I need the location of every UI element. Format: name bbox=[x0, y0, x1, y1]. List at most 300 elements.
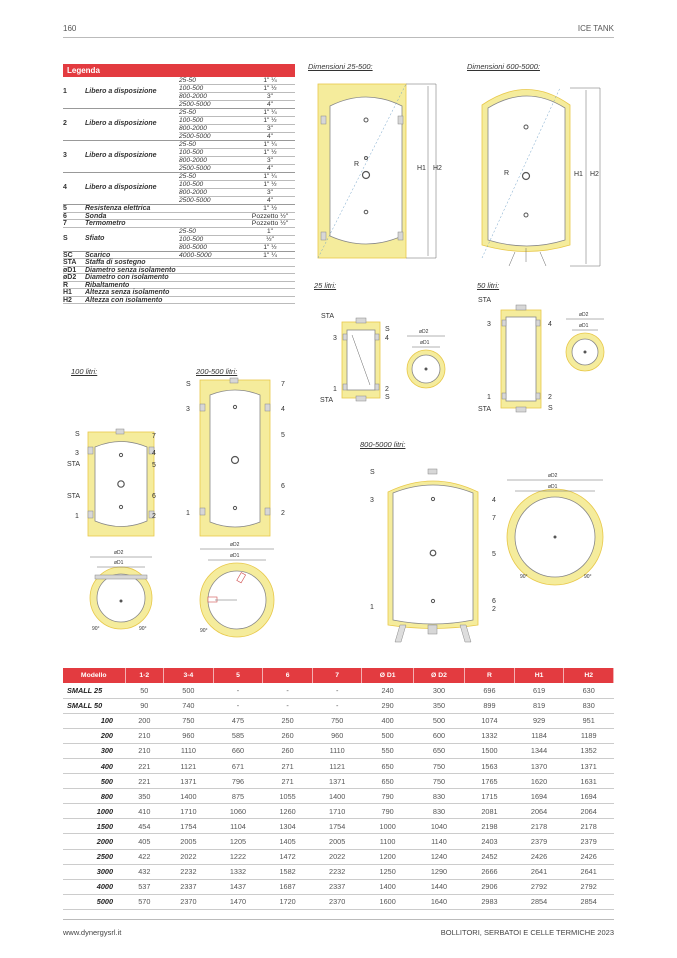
label-s-800: S bbox=[370, 469, 375, 476]
table-cell: 2005 bbox=[312, 834, 362, 849]
table-cell: 1121 bbox=[164, 758, 214, 773]
label-deg-100b: 90° bbox=[139, 626, 147, 632]
table-cell: 951 bbox=[564, 713, 614, 728]
table-cell: 960 bbox=[312, 728, 362, 743]
table-cell: 1189 bbox=[564, 728, 614, 743]
legend-desc: Libero a disposizione bbox=[85, 184, 157, 191]
table-cell: - bbox=[213, 698, 263, 713]
label-7-800: 7 bbox=[492, 515, 496, 522]
table-cell: 1332 bbox=[213, 864, 263, 879]
legend-range: 2500-5000 bbox=[179, 197, 211, 204]
legend-code: H2 bbox=[63, 296, 72, 304]
legend-range: 2500-5000 bbox=[179, 101, 211, 108]
table-cell: 300 bbox=[413, 683, 464, 698]
legend-code: 2 bbox=[63, 120, 67, 127]
label-50-litri: 50 litri: bbox=[477, 281, 500, 290]
table-cell: 1472 bbox=[263, 849, 313, 864]
table-cell: 2641 bbox=[564, 864, 614, 879]
label-d1-800: øD1 bbox=[548, 484, 558, 490]
legend-dim: 1" ½ bbox=[263, 181, 277, 188]
model-cell: 2000 bbox=[63, 834, 125, 849]
label-5-800: 5 bbox=[492, 551, 496, 558]
legend-code: 1 bbox=[63, 88, 67, 95]
label-200-500-litri: 200-500 litri: bbox=[196, 367, 238, 376]
label-2-800: 2 bbox=[492, 606, 496, 613]
table-cell: 2452 bbox=[465, 849, 515, 864]
model-cell: 800 bbox=[63, 789, 125, 804]
table-header-cell: H2 bbox=[564, 668, 614, 683]
label-h1-2: H1 bbox=[574, 171, 583, 178]
label-d1-25: øD1 bbox=[420, 340, 430, 346]
table-cell: - bbox=[213, 683, 263, 698]
legend-title: Legenda bbox=[63, 64, 295, 77]
drawing-dim-25-500 bbox=[318, 84, 442, 258]
table-cell: 790 bbox=[362, 789, 413, 804]
table-cell: 1620 bbox=[514, 774, 564, 789]
label-1-800: 1 bbox=[370, 604, 374, 611]
drawing-800-5000-litri bbox=[370, 469, 603, 642]
table-cell: 740 bbox=[164, 698, 214, 713]
drawing-dim-600-5000 bbox=[482, 88, 600, 266]
legend-code: STA bbox=[63, 259, 77, 266]
table-cell: 1710 bbox=[164, 804, 214, 819]
table-cell: 600 bbox=[413, 728, 464, 743]
table-cell: 432 bbox=[125, 864, 164, 879]
legend-range: 800-5000 bbox=[179, 243, 207, 251]
table-cell: 90 bbox=[125, 698, 164, 713]
table-cell: 1405 bbox=[263, 834, 313, 849]
label-h2: H2 bbox=[433, 165, 442, 172]
legend-desc: Diametro con isolamento bbox=[85, 274, 169, 281]
table-cell: 2022 bbox=[164, 849, 214, 864]
label-3-200: 3 bbox=[186, 406, 190, 413]
table-cell: 290 bbox=[362, 698, 413, 713]
model-cell: SMALL 50 bbox=[63, 698, 125, 713]
legend-dim: 3" bbox=[266, 93, 273, 100]
drawing-100-litri bbox=[67, 429, 156, 632]
model-cell: 200 bbox=[63, 728, 125, 743]
table-cell: 2854 bbox=[514, 894, 564, 909]
table-cell: 1344 bbox=[514, 743, 564, 758]
table-cell: - bbox=[312, 698, 362, 713]
legend-desc: Diametro senza isolamento bbox=[85, 266, 176, 274]
legend-range: 100-500 bbox=[179, 117, 204, 124]
label-4-800: 4 bbox=[492, 497, 496, 504]
table-cell: 210 bbox=[125, 743, 164, 758]
legend-code: øD1 bbox=[63, 266, 77, 274]
label-2-50: 2 bbox=[548, 394, 552, 401]
table-cell: 1040 bbox=[413, 819, 464, 834]
label-d1-100: øD1 bbox=[114, 560, 124, 566]
table-cell: 2370 bbox=[312, 894, 362, 909]
legend-dim: Pozzetto ½" bbox=[251, 212, 289, 220]
legend-dim: 4" bbox=[266, 101, 273, 108]
footer-website[interactable]: www.dynergysrl.it bbox=[63, 928, 122, 937]
table-cell: 260 bbox=[263, 743, 313, 758]
label-d2-25: øD2 bbox=[419, 329, 429, 335]
table-cell: 2666 bbox=[465, 864, 515, 879]
legend-dim: 1" bbox=[266, 227, 273, 235]
label-d2-800: øD2 bbox=[548, 473, 558, 479]
table-cell: 2792 bbox=[514, 879, 564, 894]
legend-code: R bbox=[63, 281, 69, 289]
table-cell: 1754 bbox=[312, 819, 362, 834]
legend-code: 4 bbox=[63, 184, 67, 191]
table-cell: - bbox=[312, 683, 362, 698]
label-deg-800a: 90° bbox=[520, 574, 528, 580]
page-number: 160 bbox=[63, 24, 77, 33]
table-cell: 2337 bbox=[164, 879, 214, 894]
table-cell: 400 bbox=[362, 713, 413, 728]
table-cell: 1371 bbox=[564, 758, 614, 773]
table-cell: 2064 bbox=[564, 804, 614, 819]
label-1-100: 1 bbox=[75, 513, 79, 520]
table-cell: 250 bbox=[263, 713, 313, 728]
table-cell: 1563 bbox=[465, 758, 515, 773]
table-cell: 2983 bbox=[465, 894, 515, 909]
legend-dim: 1" ¼ bbox=[263, 173, 277, 180]
model-cell: 1000 bbox=[63, 804, 125, 819]
table-cell: 671 bbox=[213, 758, 263, 773]
legend-desc: Altezza con isolamento bbox=[85, 296, 163, 304]
table-header-cell: Ø D1 bbox=[362, 668, 413, 683]
model-cell: 2500 bbox=[63, 849, 125, 864]
label-3-25: 3 bbox=[333, 335, 337, 342]
label-100-litri: 100 litri: bbox=[71, 367, 98, 376]
table-cell: 1110 bbox=[164, 743, 214, 758]
table-cell: 1470 bbox=[213, 894, 263, 909]
table-cell: 1100 bbox=[362, 834, 413, 849]
table-cell: 2178 bbox=[514, 819, 564, 834]
table-cell: 1074 bbox=[465, 713, 515, 728]
legend-dim: 3" bbox=[266, 189, 273, 196]
legend-range: 100-500 bbox=[179, 149, 204, 156]
table-cell: 796 bbox=[213, 774, 263, 789]
legend-desc: Sfiato bbox=[85, 234, 105, 242]
label-deg-200: 90° bbox=[200, 628, 208, 634]
legend-dim: Pozzetto ½" bbox=[251, 220, 289, 227]
label-7-200: 7 bbox=[281, 381, 285, 388]
legend-dim: 4" bbox=[266, 197, 273, 204]
table-row bbox=[63, 879, 614, 894]
table-cell: - bbox=[263, 683, 313, 698]
legend-range: 25-50 bbox=[179, 173, 196, 180]
label-2-25: 2 bbox=[385, 386, 389, 393]
table-header-cell: 7 bbox=[312, 668, 362, 683]
table-cell: 1240 bbox=[413, 849, 464, 864]
table-header-row bbox=[63, 668, 614, 683]
model-cell: 300 bbox=[63, 743, 125, 758]
label-sta-100a: STA bbox=[67, 461, 81, 468]
legend-desc: Sonda bbox=[85, 212, 107, 220]
drawing-25-litri bbox=[320, 313, 445, 404]
table-cell: 650 bbox=[413, 743, 464, 758]
table-cell: 2022 bbox=[312, 849, 362, 864]
table-cell: 1371 bbox=[312, 774, 362, 789]
label-3-50: 3 bbox=[487, 321, 491, 328]
legend-dim: 3" bbox=[266, 157, 273, 164]
label-5-100: 5 bbox=[152, 462, 156, 469]
table-row bbox=[63, 758, 614, 773]
legend-dim: 1" ½ bbox=[263, 117, 277, 124]
table-cell: 750 bbox=[413, 774, 464, 789]
table-cell: 221 bbox=[125, 774, 164, 789]
table-cell: 1184 bbox=[514, 728, 564, 743]
table-cell: 585 bbox=[213, 728, 263, 743]
table-body bbox=[63, 683, 614, 909]
legend-desc: Ribaltamento bbox=[85, 281, 130, 289]
label-deg-800b: 90° bbox=[584, 574, 592, 580]
section-title: ICE TANK bbox=[577, 24, 614, 33]
legend-code: H1 bbox=[63, 289, 72, 296]
table-cell: 200 bbox=[125, 713, 164, 728]
model-cell: 3000 bbox=[63, 864, 125, 879]
legend-code: øD2 bbox=[63, 274, 77, 281]
table-cell: 1765 bbox=[465, 774, 515, 789]
table-cell: 2198 bbox=[465, 819, 515, 834]
table-cell: 1710 bbox=[312, 804, 362, 819]
table-cell: 875 bbox=[213, 789, 263, 804]
table-cell: 650 bbox=[362, 774, 413, 789]
model-cell: 1500 bbox=[63, 819, 125, 834]
label-1-200: 1 bbox=[186, 510, 190, 517]
table-cell: 1437 bbox=[213, 879, 263, 894]
table-cell: 50 bbox=[125, 683, 164, 698]
label-7-100: 7 bbox=[152, 433, 156, 440]
table-cell: 550 bbox=[362, 743, 413, 758]
table-cell: 750 bbox=[312, 713, 362, 728]
label-d1-200: øD1 bbox=[230, 553, 240, 559]
table-cell: 750 bbox=[413, 758, 464, 773]
table-row bbox=[63, 698, 614, 713]
table-cell: 1715 bbox=[465, 789, 515, 804]
table-cell: 475 bbox=[213, 713, 263, 728]
table-row bbox=[63, 864, 614, 879]
legend-desc: Altezza senza isolamento bbox=[85, 289, 170, 296]
legend-desc: Libero a disposizione bbox=[85, 152, 157, 159]
table-cell: 750 bbox=[164, 713, 214, 728]
table-header-cell: R bbox=[465, 668, 515, 683]
model-cell: 500 bbox=[63, 774, 125, 789]
label-s-100: S bbox=[75, 431, 80, 438]
legend-dim: 1" ¼ bbox=[263, 251, 277, 259]
table-cell: 696 bbox=[465, 683, 515, 698]
label-d1-50: øD1 bbox=[579, 323, 589, 329]
table-cell: 2641 bbox=[514, 864, 564, 879]
label-s-200: S bbox=[186, 381, 191, 388]
legend-code: SC bbox=[63, 251, 73, 259]
table-cell: 1694 bbox=[514, 789, 564, 804]
table-cell: 405 bbox=[125, 834, 164, 849]
table-cell: 454 bbox=[125, 819, 164, 834]
table-cell: 1140 bbox=[413, 834, 464, 849]
table-cell: 1000 bbox=[362, 819, 413, 834]
table-cell: 2232 bbox=[312, 864, 362, 879]
legend-dim: 1" ¼ bbox=[263, 77, 277, 84]
legend-dim: 1" ¼ bbox=[263, 141, 277, 148]
label-d2-100: øD2 bbox=[114, 550, 124, 556]
table-cell: 1055 bbox=[263, 789, 313, 804]
legend-range: 25-50 bbox=[179, 227, 196, 235]
label-2-200: 2 bbox=[281, 510, 285, 517]
table-cell: 1500 bbox=[465, 743, 515, 758]
label-r: R bbox=[354, 161, 360, 168]
label-3-100: 3 bbox=[75, 450, 79, 457]
table-cell: 2337 bbox=[312, 879, 362, 894]
table-header-cell: H1 bbox=[514, 668, 564, 683]
table-cell: 1600 bbox=[362, 894, 413, 909]
table-cell: 537 bbox=[125, 879, 164, 894]
model-cell: 5000 bbox=[63, 894, 125, 909]
legend-code: 7 bbox=[63, 220, 67, 227]
table-cell: 1687 bbox=[263, 879, 313, 894]
table-cell: 1754 bbox=[164, 819, 214, 834]
label-6-800: 6 bbox=[492, 598, 496, 605]
table-cell: 619 bbox=[514, 683, 564, 698]
table-cell: 500 bbox=[413, 713, 464, 728]
legend-code: S bbox=[63, 234, 68, 242]
drawing-50-litri bbox=[478, 297, 604, 413]
table-cell: 2370 bbox=[164, 894, 214, 909]
table-cell: 410 bbox=[125, 804, 164, 819]
table-cell: 2081 bbox=[465, 804, 515, 819]
table-cell: 2379 bbox=[514, 834, 564, 849]
table-cell: 271 bbox=[263, 774, 313, 789]
legend-dim: 4" bbox=[266, 165, 273, 172]
table-cell: 350 bbox=[125, 789, 164, 804]
label-3-800: 3 bbox=[370, 497, 374, 504]
legend-range: 100-500 bbox=[179, 85, 204, 92]
table-cell: 2426 bbox=[564, 849, 614, 864]
label-d2-200: øD2 bbox=[230, 542, 240, 548]
table-cell: 2426 bbox=[514, 849, 564, 864]
label-s-50: S bbox=[548, 405, 553, 412]
legend-range: 25-50 bbox=[179, 77, 196, 84]
label-sta-100b: STA bbox=[67, 493, 81, 500]
legend-code: 3 bbox=[63, 152, 67, 159]
table-cell: 500 bbox=[164, 683, 214, 698]
legend-range: 4000-5000 bbox=[179, 251, 212, 259]
table-row bbox=[63, 728, 614, 743]
table-cell: 1260 bbox=[263, 804, 313, 819]
legend-dim: 1" ¼ bbox=[263, 109, 277, 116]
table-header-cell: 5 bbox=[213, 668, 263, 683]
table-cell: 2064 bbox=[514, 804, 564, 819]
legend-dim: 3" bbox=[266, 125, 273, 132]
legend-range: 800-2000 bbox=[179, 93, 207, 100]
table-cell: 500 bbox=[362, 728, 413, 743]
label-dim-25-500: Dimensioni 25-500: bbox=[308, 62, 373, 71]
label-r-2: R bbox=[504, 170, 510, 177]
table-row bbox=[63, 683, 614, 698]
legend-dim: 1" ½ bbox=[263, 85, 277, 92]
table-cell: 1121 bbox=[312, 758, 362, 773]
table-cell: 1631 bbox=[564, 774, 614, 789]
table-cell: 1640 bbox=[413, 894, 464, 909]
footer-catalog: BOLLITORI, SERBATOI E CELLE TERMICHE 2023 bbox=[440, 928, 614, 937]
label-2-100: 2 bbox=[152, 513, 156, 520]
dimensions-table bbox=[63, 668, 614, 910]
table-cell: 1250 bbox=[362, 864, 413, 879]
legend-range: 100-500 bbox=[179, 235, 204, 243]
table-row bbox=[63, 713, 614, 728]
table-header-cell: Modello bbox=[63, 668, 125, 683]
label-sta-25a: STA bbox=[321, 313, 335, 320]
legend-dim: 1" ½ bbox=[263, 205, 277, 212]
label-sta-25b: STA bbox=[320, 397, 334, 404]
table-cell: 630 bbox=[564, 683, 614, 698]
table-cell: 1222 bbox=[213, 849, 263, 864]
table-cell: 899 bbox=[465, 698, 515, 713]
legend-range: 800-2000 bbox=[179, 157, 207, 164]
legend-range: 2500-5000 bbox=[179, 165, 211, 172]
table-header-cell: 1-2 bbox=[125, 668, 164, 683]
table-cell: 1290 bbox=[413, 864, 464, 879]
table-cell: 260 bbox=[263, 728, 313, 743]
table-header-cell: 3-4 bbox=[164, 668, 214, 683]
table-cell: 1060 bbox=[213, 804, 263, 819]
table-cell: 960 bbox=[164, 728, 214, 743]
table-row bbox=[63, 743, 614, 758]
label-6-100: 6 bbox=[152, 493, 156, 500]
legend-range: 800-2000 bbox=[179, 125, 207, 132]
label-1-25: 1 bbox=[333, 386, 337, 393]
table-cell: 929 bbox=[514, 713, 564, 728]
label-4-100: 4 bbox=[152, 450, 156, 457]
legend-range: 100-500 bbox=[179, 181, 204, 188]
table-cell: 830 bbox=[413, 804, 464, 819]
label-dim-600-5000: Dimensioni 600-5000: bbox=[467, 62, 540, 71]
label-1-50: 1 bbox=[487, 394, 491, 401]
legend-range: 25-50 bbox=[179, 141, 196, 148]
table-cell: 1720 bbox=[263, 894, 313, 909]
table-cell: 1205 bbox=[213, 834, 263, 849]
table-cell: 2906 bbox=[465, 879, 515, 894]
table-cell: 650 bbox=[362, 758, 413, 773]
table-header-cell: 6 bbox=[263, 668, 313, 683]
table-cell: 790 bbox=[362, 804, 413, 819]
table-cell: 2178 bbox=[564, 819, 614, 834]
table-cell: 221 bbox=[125, 758, 164, 773]
legend-dim: 4" bbox=[266, 133, 273, 140]
label-5-200: 5 bbox=[281, 432, 285, 439]
table-cell: 210 bbox=[125, 728, 164, 743]
label-4-25: 4 bbox=[385, 335, 389, 342]
table-cell: 271 bbox=[263, 758, 313, 773]
legend-range: 25-50 bbox=[179, 109, 196, 116]
table-cell: 2792 bbox=[564, 879, 614, 894]
legend-range: 2500-5000 bbox=[179, 133, 211, 140]
table-cell: 1400 bbox=[312, 789, 362, 804]
footer-divider bbox=[63, 919, 614, 920]
table-cell: 240 bbox=[362, 683, 413, 698]
label-6-200: 6 bbox=[281, 483, 285, 490]
table-cell: 1332 bbox=[465, 728, 515, 743]
legend-desc: Scarico bbox=[85, 251, 111, 259]
label-s-25b: S bbox=[385, 394, 390, 401]
legend-desc: Staffa di sostegno bbox=[85, 259, 146, 266]
table-cell: - bbox=[263, 698, 313, 713]
table-cell: 2005 bbox=[164, 834, 214, 849]
legend-desc: Libero a disposizione bbox=[85, 88, 157, 95]
table-cell: 1352 bbox=[564, 743, 614, 758]
label-s-25a: S bbox=[385, 326, 390, 333]
table-cell: 1370 bbox=[514, 758, 564, 773]
label-sta-50a: STA bbox=[478, 297, 492, 304]
table-row bbox=[63, 804, 614, 819]
table-cell: 830 bbox=[564, 698, 614, 713]
model-cell: 4000 bbox=[63, 879, 125, 894]
